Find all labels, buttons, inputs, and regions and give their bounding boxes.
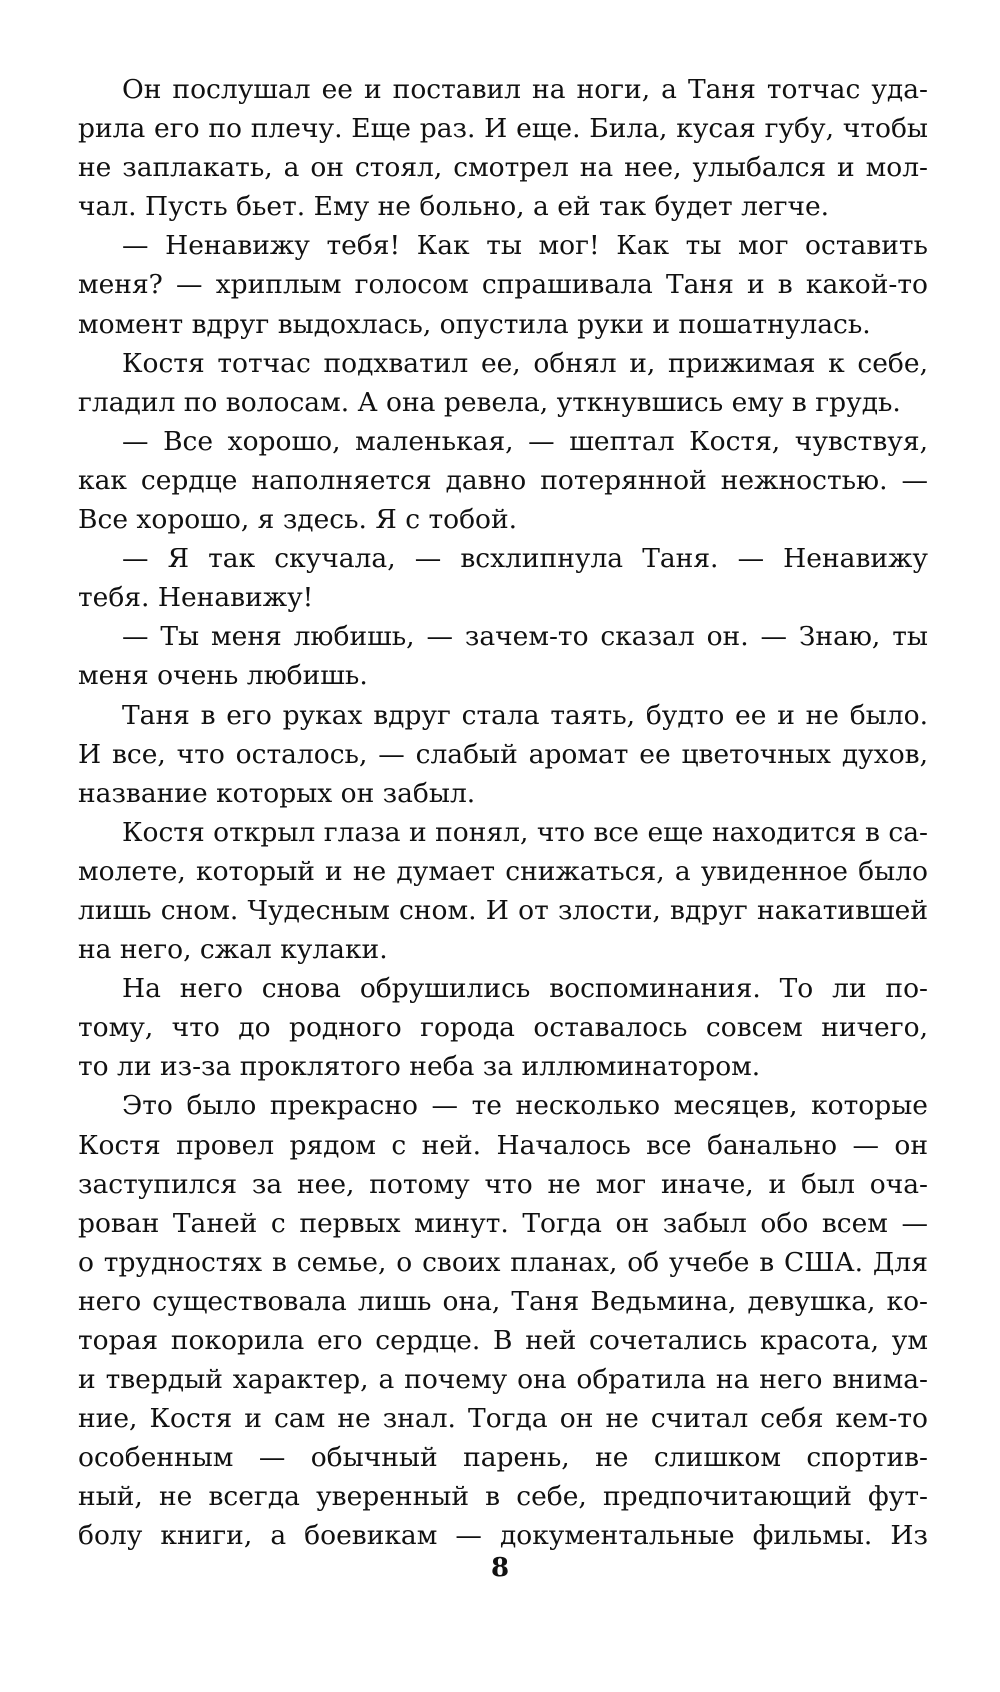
text-line: Это было прекрасно — те несколько месяцев, которые [122, 1090, 928, 1122]
text-line: Все хорошо, я здесь. Я с тобой. [78, 504, 518, 536]
text-line: него существовала лишь она, Таня Ведьмина, девушка, ко- [78, 1285, 928, 1317]
text-line: торая покорила его сердце. В ней сочетались красота, ум [78, 1325, 928, 1356]
text-line: — Я так скучала, — всхлипнула Таня. — Ненавижу [122, 543, 928, 575]
text-line: название которых он забыл. [78, 777, 476, 809]
text-line: болу книги, а боевикам — документальные фильмы. Из [78, 1520, 928, 1552]
text-line: гладил по волосам. А она ревела, уткнувшись ему в грудь. [78, 386, 901, 418]
text-line: Костя тотчас подхватил ее, обнял и, прижимая к себе, [122, 347, 928, 379]
text-line: лишь сном. Чудесным сном. И от злости, вдруг накатившей [78, 894, 928, 926]
text-line: — Ты меня любишь, — зачем-то сказал он. — Знаю, ты [122, 621, 928, 653]
text-line: Таня в его руках вдруг стала таять, будто ее и не было. [122, 699, 928, 731]
text-line: не заплакать, а он стоял, смотрел на нее, улыбался и мол- [78, 152, 928, 184]
text-line: тому, что до родного города оставалось совсем ничего, [78, 1012, 928, 1044]
text-line: меня? — хриплым голосом спрашивала Таня и в какой-то [78, 269, 928, 301]
text-line: чал. Пусть бьет. Ему не больно, а ей так будет легче. [78, 191, 830, 223]
text-line: заступился за нее, потому что не мог иначе, и был оча- [78, 1168, 928, 1200]
text-line: молете, который и не думает снижаться, а увиденное было [78, 855, 928, 887]
text-line: как сердце наполняется давно потерянной нежностью. — [78, 464, 928, 496]
text-line: — Все хорошо, маленькая, — шептал Костя, чувствуя, [122, 425, 928, 457]
text-line: И все, что осталось, — слабый аромат ее цветочных духов, [78, 738, 928, 770]
text-line: рован Таней с первых минут. Тогда он забыл обо всем — [78, 1207, 928, 1239]
text-line: тебя. Ненавижу! [78, 582, 314, 614]
text-line: то ли из-за проклятого неба за иллюминатором. [78, 1051, 761, 1083]
text-line: Костя открыл глаза и понял, что все еще находится в са- [122, 816, 928, 848]
text-line: и твердый характер, а почему она обратила на него внима- [78, 1364, 928, 1396]
text-line: на него, сжал кулаки. [78, 934, 388, 966]
body-text [78, 70, 928, 1556]
text-line: На него снова обрушились воспоминания. То ли по- [122, 973, 928, 1005]
text-line: ный, не всегда уверенный в себе, предпочитающий фут- [78, 1481, 928, 1513]
text-line: Он послушал ее и поставил на ноги, а Таня тотчас уда- [122, 74, 928, 105]
text-line: ние, Костя и сам не знал. Тогда он не считал себя кем-то [78, 1403, 928, 1435]
text-line: особенным — обычный парень, не слишком спортив- [78, 1442, 928, 1474]
text-line: момент вдруг выдохлась, опустила руки и пошатнулась. [78, 308, 871, 340]
text-line: о трудностях в семье, о своих планах, об учебе в США. Для [78, 1246, 928, 1278]
page-number: 8 [490, 1553, 510, 1583]
text-line: меня очень любишь. [78, 660, 368, 692]
text-line: Костя провел рядом с ней. Началось все банально — он [78, 1129, 928, 1161]
text-line: рила его по плечу. Еще раз. И еще. Била, кусая губу, чтобы [78, 113, 928, 145]
text-line: — Ненавижу тебя! Как ты мог! Как ты мог оставить [122, 230, 928, 262]
